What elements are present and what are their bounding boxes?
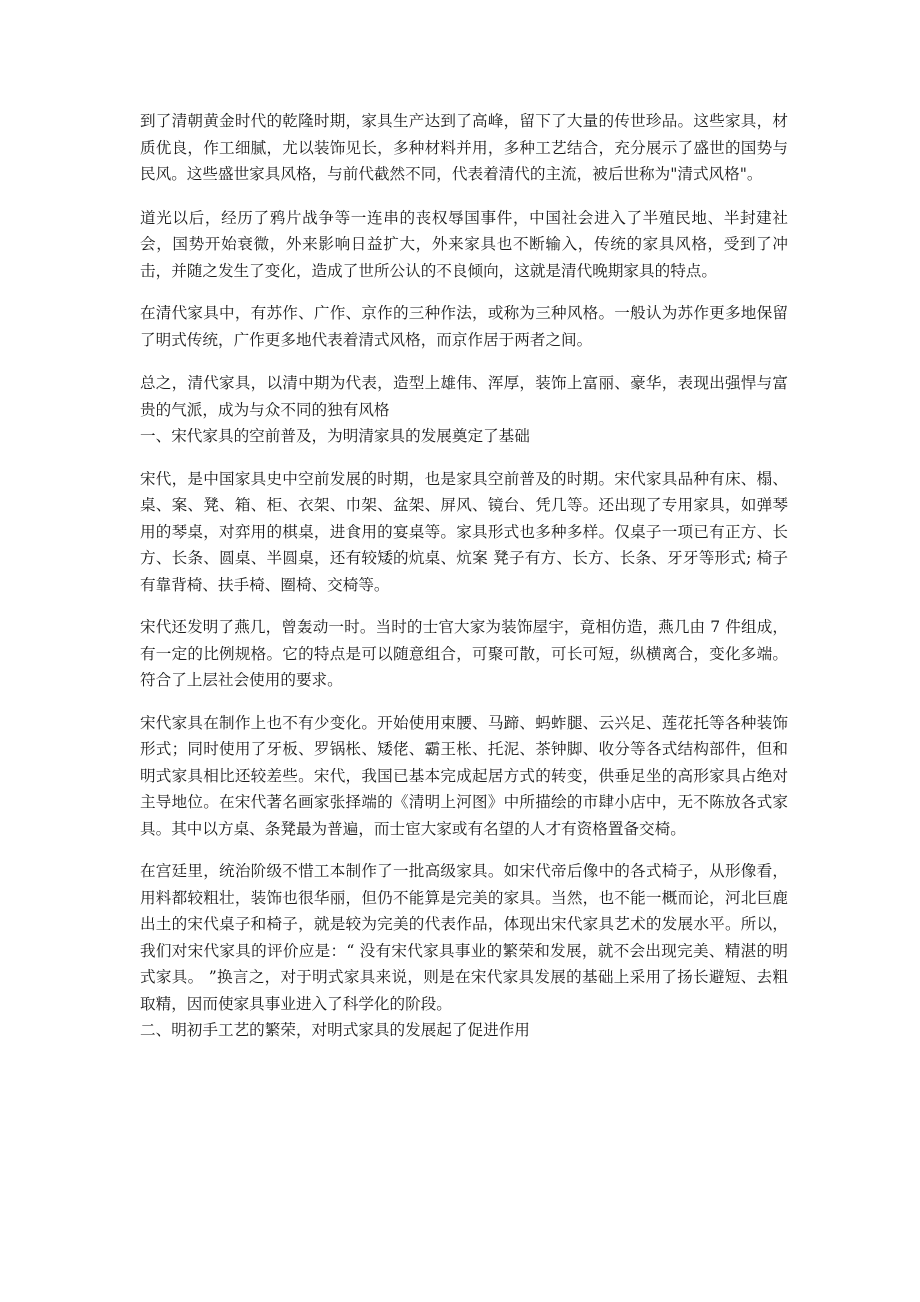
paragraph-three-styles: 在清代家具中，有苏作、广作、京作的三种作法，或称为三种风格。一般认为苏作更多地保留了明式传统，广作更多地代表着清式风格，而京作居于两者之间。 [140, 304, 788, 349]
paragraph-yanji: 宋代还发明了燕几，曾轰动一时。当时的士官大家为装饰屋宇，竟相仿造，燕几由 7 件组成，有一定的比例规格。它的特点是可以随意组合，可聚可散，可长可短，纵横离合，变化多端。符合了上层社会使用的要求。 [140, 618, 788, 689]
paragraph-palace: 在宫廷里，统治阶级不惜工本制作了一批高级家具。如宋代帝后像中的各式椅子，从形像看，用料都较粗壮，装饰也很华丽，但仍不能算是完美的家具。当然，也不能一概而论，河北巨鹿出土的宋代桌子和椅子，就是较为完美的代表作品，体现出宋代家具艺术的发展水平。所以，我们对宋代家具的评价应是：“ 没有宋代家具事业的繁荣和发展，就不会出现完美、精湛的明式家具。 ”换言之，对于明式家具来说，则是在宋代家具发展的基础上采用了扬长避短、去粗取精，因而使家具事业进入了科学化的阶段。 [140, 862, 788, 1013]
section-heading-ming: 二、明初手工艺的繁荣，对明式家具的发展起了促进作用 [140, 1021, 530, 1039]
paragraph-summary: 总之，清代家具，以清中期为代表，造型上雄伟、浑厚，装饰上富丽、豪华，表现出强悍与富贵的气派，成为与众不同的独有风格 [140, 374, 788, 419]
document-body [140, 108, 788, 1044]
paragraph-song-popularity: 宋代，是中国家具史中空前发展的时期，也是家具空前普及的时期。宋代家具品种有床、榻、桌、案、凳、箱、柜、衣架、巾架、盆架、屏风、镜台、凭几等。还出现了专用家具，如弹琴用的琴桌，对弈用的棋桌，进食用的宴桌等。家具形式也多种多样。仅桌子一项已有正方、长方、长条、圆桌、半圆桌，还有较矮的炕桌、炕案 凳子有方、长方、长条、牙牙等形式; 椅子有靠背椅、扶手椅、圈椅、交椅等。 [140, 469, 788, 594]
paragraph-daoguang: 道光以后，经历了鸦片战争等一连串的丧权辱国事件，中国社会进入了半殖民地、半封建社会，国势开始衰微，外来影响日益扩大，外来家具也不断输入，传统的家具风格，受到了冲击，并随之发生了变化，造成了世所公认的不良倾向，这就是清代晚期家具的特点。 [140, 208, 788, 280]
paragraph-qianlong: 到了清朝黄金时代的乾隆时期，家具生产达到了高峰，留下了大量的传世珍品。这些家具，材质优良，作工细腻，尤以装饰见长，多种材料并用，多种工艺结合，充分展示了盛世的国势与民风。这些盛世家具风格，与前代截然不同，代表着清代的主流，被后世称为"清式风格"。 [140, 112, 788, 183]
section-heading-song: 一、宋代家具的空前普及，为明清家具的发展奠定了基础 [140, 427, 530, 445]
paragraph-song-craft: 宋代家具在制作上也不有少变化。开始使用束腰、马蹄、蚂蚱腿、云兴足、莲花托等各种装饰形式；同时使用了牙板、罗锅枨、矮佬、霸王枨、托泥、茶钟脚、收分等各式结构部件，但和明式家具相比还较差些。宋代，我国已基本完成起居方式的转变，供垂足坐的高形家具占绝对主导地位。在宋代著名画家张择端的《清明上河图》中所描绘的市肆小店中，无不陈放各式家具。其中以方桌、条凳最为普遍，而士宦大家或有名望的人才有资格置备交椅。 [140, 713, 788, 838]
